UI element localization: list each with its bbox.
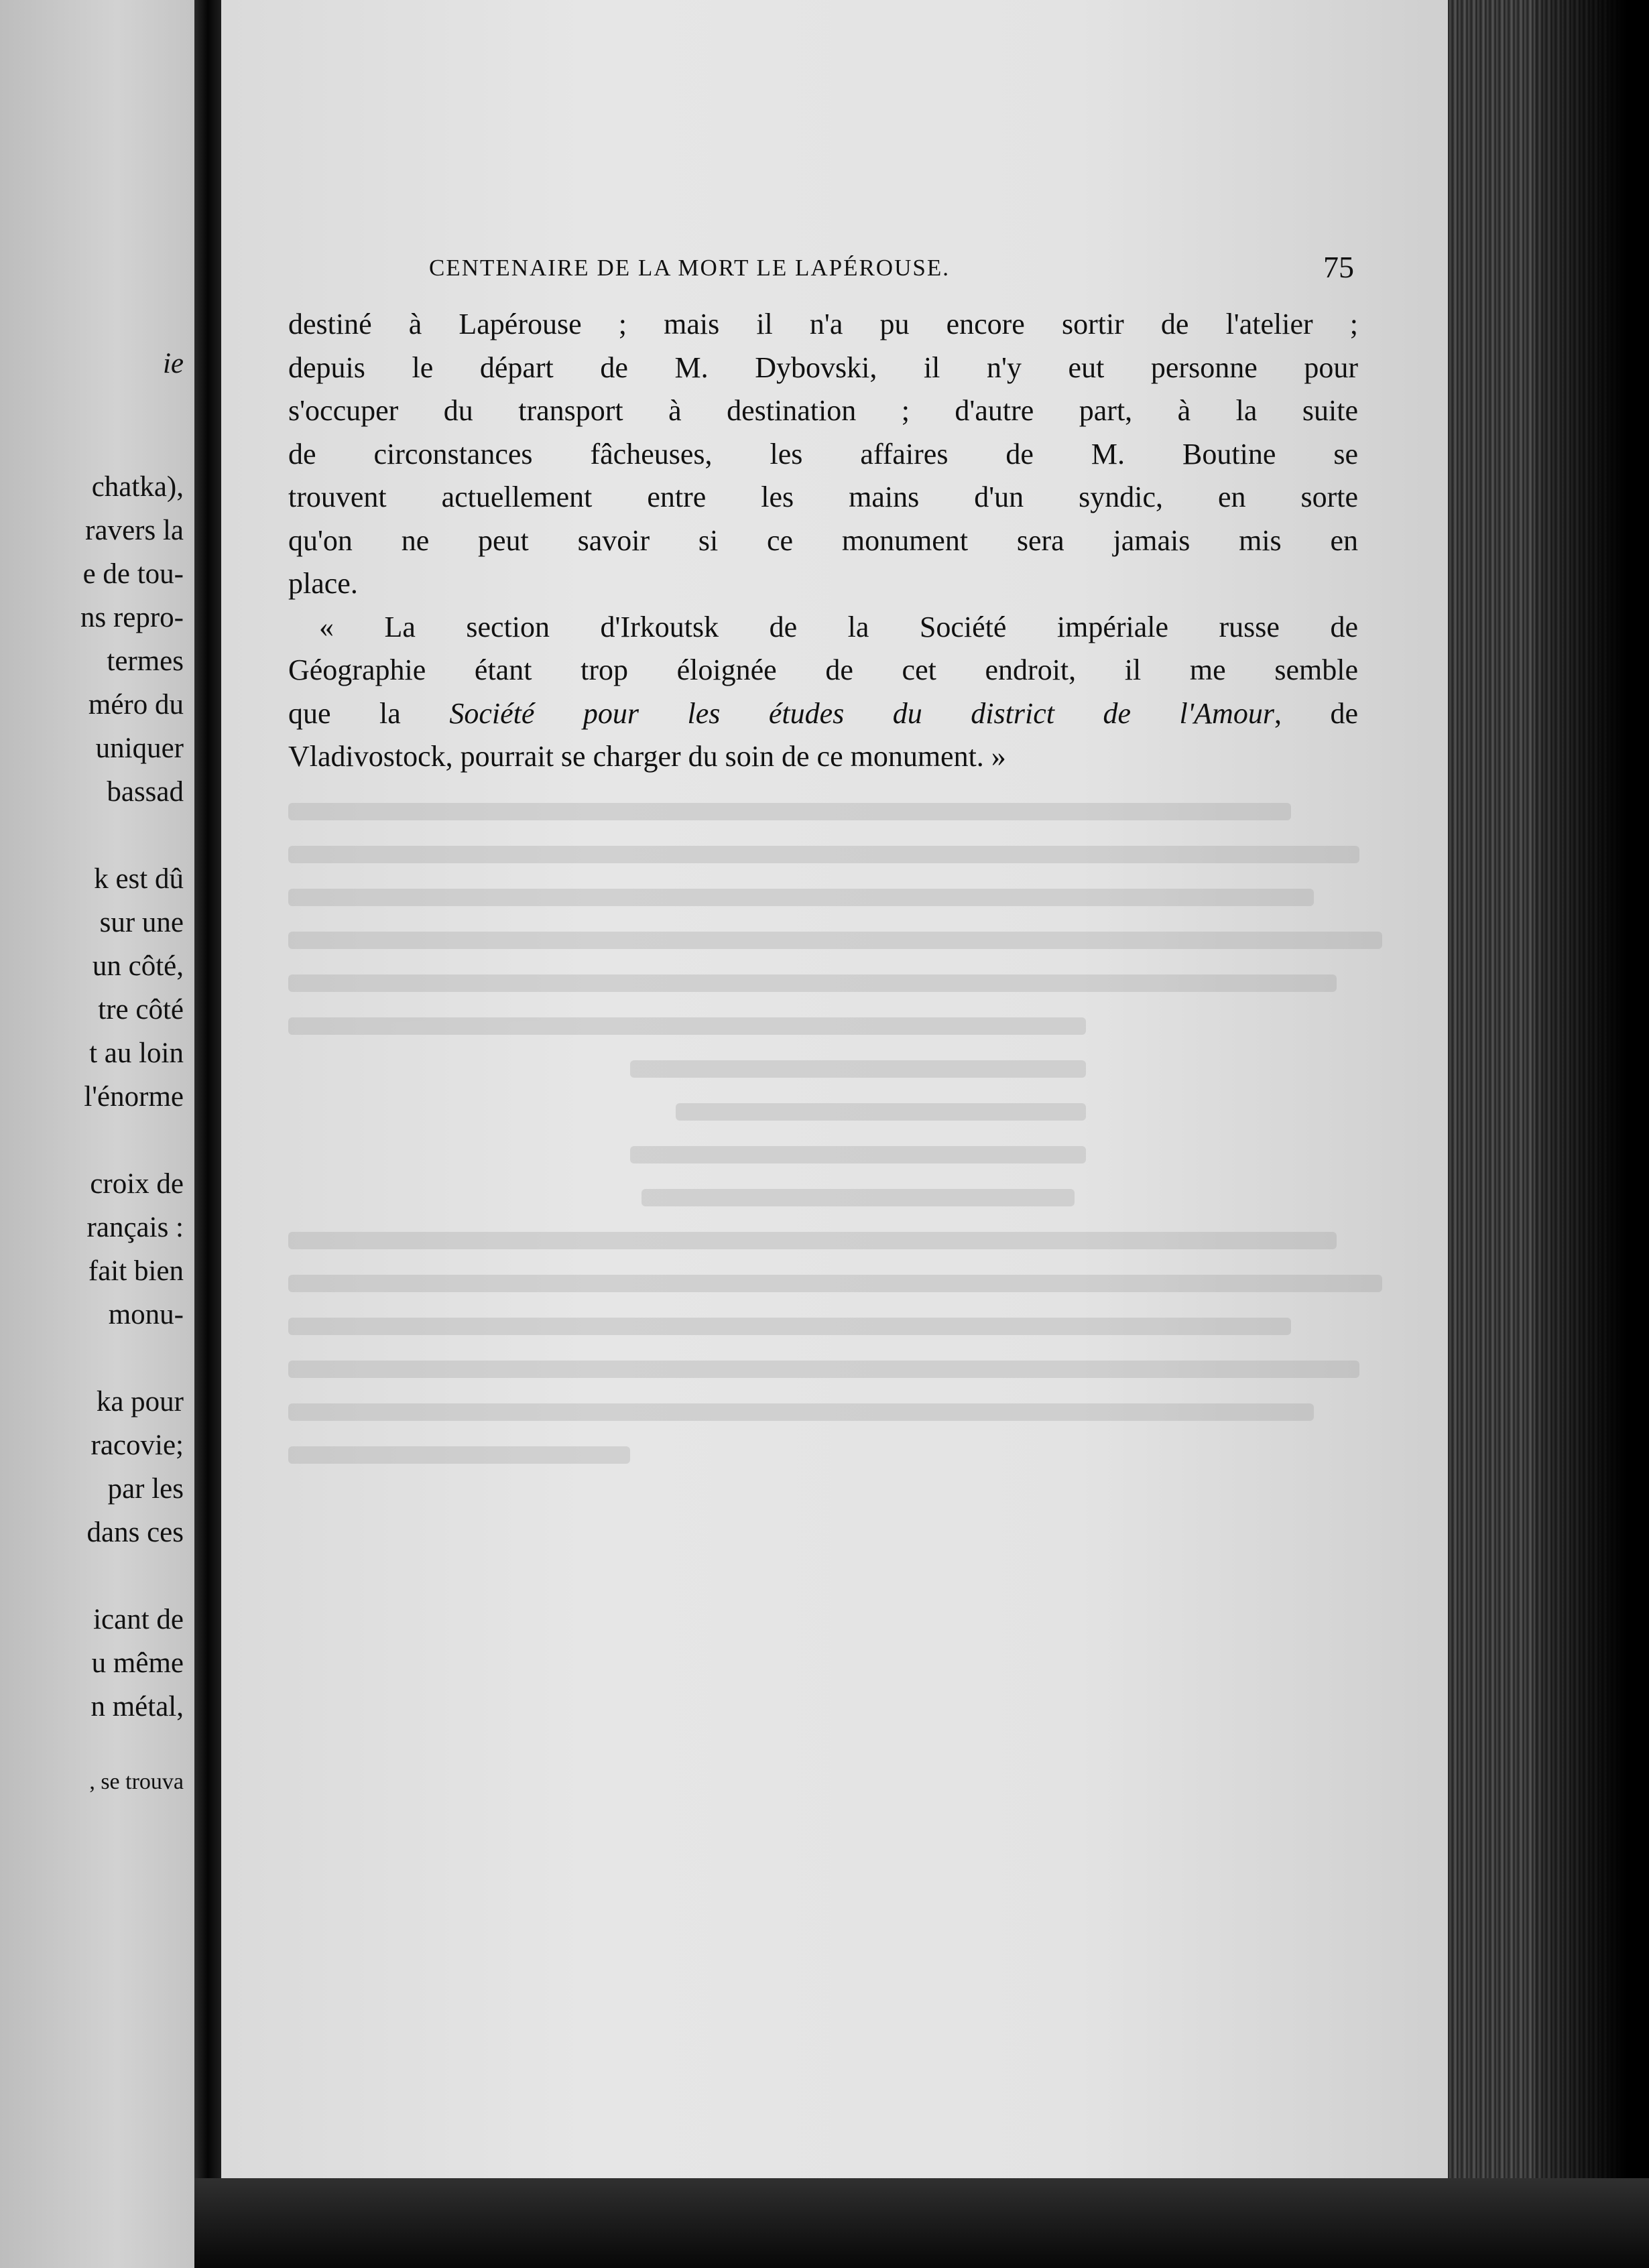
left-page-line: n métal, <box>90 1691 184 1722</box>
book-gutter <box>194 0 221 2268</box>
left-page-line: t au loin <box>89 1037 184 1069</box>
page-number: 75 <box>1323 250 1354 284</box>
page-edges-shadow <box>1535 0 1649 2268</box>
text-line: Vladivostock, pourrait se charger du soin de ce monument. » <box>288 740 1006 773</box>
text-line: destiné à Lapérouse ; mais il n'a pu encore sortir de l'atelier ; <box>288 308 1358 340</box>
left-page-line: tre côté <box>98 994 184 1025</box>
text-run: , de <box>1274 696 1358 730</box>
left-page-line: ravers la <box>85 515 184 546</box>
text-line: place. <box>288 567 358 600</box>
left-page-line: par les <box>107 1473 184 1505</box>
text-line <box>288 692 1358 736</box>
society-name: Société pour les études du district de l'Amour <box>449 696 1274 730</box>
left-page-line: rançais : <box>86 1212 184 1243</box>
previous-page-fragment <box>0 0 194 2268</box>
left-page-line: dans ces <box>86 1517 184 1548</box>
bottom-shadow <box>194 2178 1649 2268</box>
running-title: CENTENAIRE DE LA MORT LE LAPÉROUSE. <box>429 255 950 281</box>
left-page-line: bassad <box>107 776 184 808</box>
text-line: « La section d'Irkoutsk de la Société impériale russe de <box>319 610 1358 643</box>
text-line: trouvent actuellement entre les mains d'un syndic, en sorte <box>288 481 1358 513</box>
text-line: depuis le départ de M. Dybovski, il n'y eut personne pour <box>288 351 1358 384</box>
left-page-line: méro du <box>88 689 184 720</box>
left-page-line: monu- <box>108 1299 184 1330</box>
show-through-from-verso <box>288 777 1428 1850</box>
left-page-line: k est dû <box>94 863 184 895</box>
text-line: Géographie étant trop éloignée de cet endroit, il me semble <box>288 653 1358 686</box>
text-line: de circonstances fâcheuses, les affaires de M. Boutine se <box>288 437 1358 470</box>
left-page-line: uniquer <box>95 733 184 764</box>
body-text <box>288 303 1358 779</box>
left-page-line: icant de <box>93 1604 184 1635</box>
left-page-line: ka pour <box>96 1386 184 1418</box>
text-line: qu'on ne peut savoir si ce monument sera jamais mis en <box>288 523 1358 557</box>
left-page-line: chatka), <box>91 471 184 503</box>
left-page-line: u même <box>91 1647 184 1679</box>
left-page-footnote-line: , se trouva <box>89 1769 184 1794</box>
text-line: s'occuper du transport à destination ; d'autre part, à la suite <box>288 394 1358 427</box>
left-page-line: fait bien <box>88 1255 184 1287</box>
left-page-line: l'énorme <box>84 1081 184 1113</box>
left-page-line: e de tou- <box>82 558 184 590</box>
left-page-line: ie <box>162 348 184 379</box>
left-page-line: croix de <box>90 1168 184 1200</box>
left-page-line: un côté, <box>92 950 184 982</box>
left-page-line: ns repro- <box>80 602 184 633</box>
book-page <box>221 0 1448 2178</box>
page-header <box>429 249 1354 290</box>
left-page-line: sur une <box>99 907 184 938</box>
left-page-line: termes <box>107 645 184 677</box>
left-page-line: racovie; <box>90 1430 184 1461</box>
text-run: que la <box>288 696 450 730</box>
